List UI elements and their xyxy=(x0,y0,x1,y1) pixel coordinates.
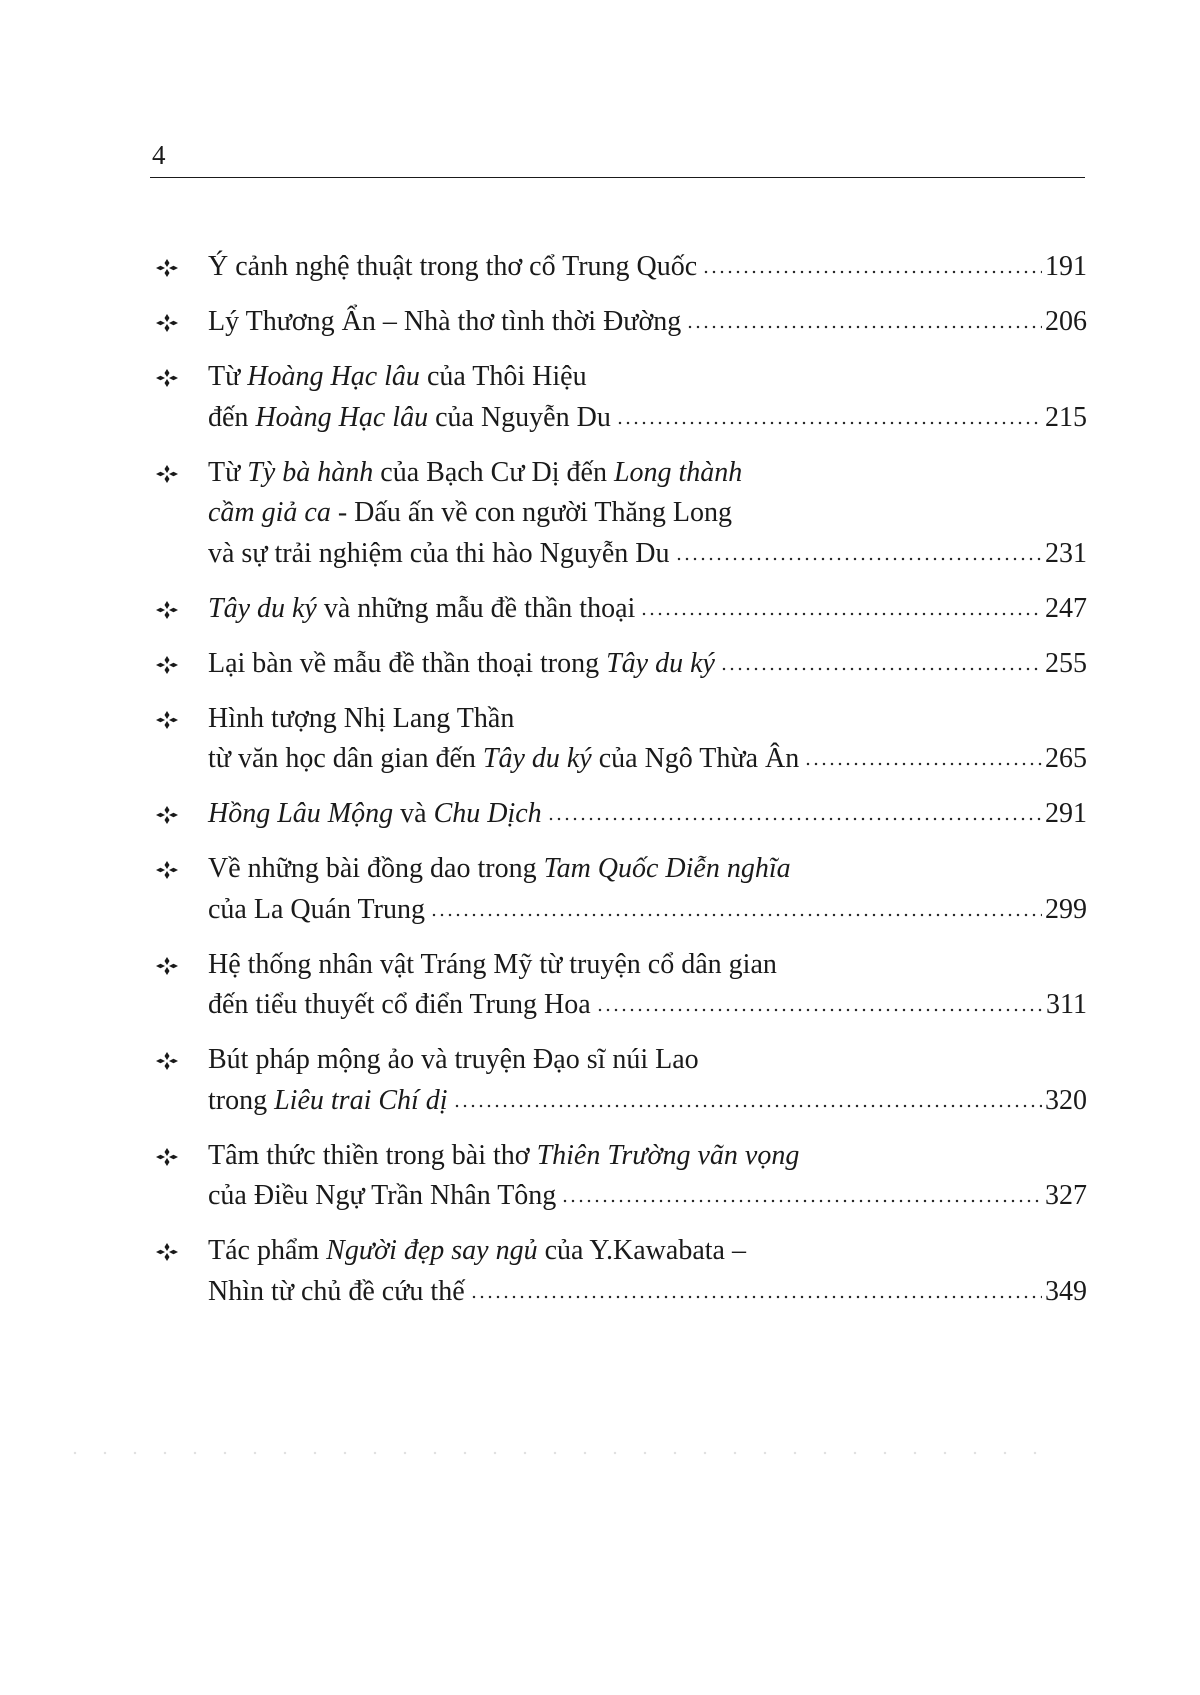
title-segment: của Điều Ngự Trần Nhân Tông xyxy=(208,1180,557,1211)
toc-entry-title xyxy=(208,1176,556,1217)
header-rule xyxy=(150,177,1085,178)
toc-entry-line xyxy=(208,398,1087,439)
dot-leader xyxy=(547,816,1042,822)
toc-entry-line xyxy=(208,739,1087,780)
toc-entry-title xyxy=(208,1040,699,1081)
toc-entry xyxy=(155,1136,1087,1217)
title-segment: Lý Thương Ẩn – Nhà thơ tình thời Đường xyxy=(208,306,682,337)
diamond-bullet-icon xyxy=(155,849,183,889)
italic-title-segment: Hoàng Hạc lâu xyxy=(247,361,420,392)
page-number: 4 xyxy=(152,140,166,170)
toc-entry-line xyxy=(208,453,1087,494)
toc-page-number: 206 xyxy=(1045,306,1087,337)
toc-page-number: 231 xyxy=(1045,537,1087,569)
title-segment: của Ngô Thừa Ân xyxy=(591,743,800,774)
diamond-bullet-icon xyxy=(155,1136,183,1176)
italic-title-segment: Liêu trai Chí dị xyxy=(274,1084,448,1116)
toc-entry xyxy=(155,849,1087,930)
toc-entry-line xyxy=(208,945,1087,986)
dot-leader xyxy=(430,912,1042,918)
toc-entry-title xyxy=(208,739,799,780)
italic-title-segment: cầm giả ca xyxy=(208,497,331,528)
italic-title-segment: Tây du ký xyxy=(606,647,715,679)
diamond-bullet-icon xyxy=(155,247,183,287)
italic-title-segment: Tỳ bà hành xyxy=(247,456,374,488)
title-segment: Tâm thức thiền trong bài thơ xyxy=(208,1139,537,1171)
italic-title-segment: Hồng Lâu Mộng xyxy=(208,798,394,829)
title-segment: Hệ thống nhân vật Tráng Mỹ từ truyện cổ dân gian xyxy=(208,948,777,980)
title-segment: của Y.Kawabata – xyxy=(537,1235,746,1266)
toc-entry-title xyxy=(208,247,697,288)
toc-entry-line xyxy=(208,1231,1087,1272)
toc-entry-title xyxy=(208,890,425,931)
toc-entry-title xyxy=(208,534,670,575)
dot-leader xyxy=(804,761,1042,767)
toc-entry xyxy=(155,945,1087,1026)
italic-title-segment: Hoàng Hạc lâu xyxy=(255,401,429,433)
dot-leader xyxy=(596,1007,1043,1013)
title-segment: của Bạch Cư Dị đến xyxy=(373,456,614,488)
toc-page-number: 255 xyxy=(1045,647,1087,679)
toc-entry xyxy=(155,794,1087,835)
toc-entry-title xyxy=(208,945,777,986)
toc-entry-line xyxy=(208,1176,1087,1217)
toc-entry-title xyxy=(208,302,681,343)
toc-entry-line xyxy=(208,534,1087,575)
toc-entry xyxy=(155,644,1087,685)
toc-entry-title xyxy=(208,699,514,740)
title-segment: Tác phẩm xyxy=(208,1235,327,1266)
toc-entry xyxy=(155,302,1087,343)
diamond-bullet-icon xyxy=(155,302,183,342)
toc-entry-line xyxy=(208,302,1087,343)
title-segment: và sự trải nghiệm của thi hào Nguyễn Du xyxy=(208,537,670,569)
title-segment: Từ xyxy=(208,361,248,392)
diamond-bullet-icon xyxy=(155,699,183,739)
toc-page-number: 265 xyxy=(1045,743,1087,774)
toc-entry-title xyxy=(208,493,732,534)
toc-entry xyxy=(155,589,1087,630)
diamond-bullet-icon xyxy=(155,1040,183,1080)
title-segment: Lại bàn về mẫu đề thần thoại trong xyxy=(208,647,607,679)
italic-title-segment: Tam Quốc Diễn nghĩa xyxy=(543,853,791,884)
toc-entry-title xyxy=(208,1136,799,1177)
toc-entry xyxy=(155,1040,1087,1121)
italic-title-segment: Tây du ký xyxy=(208,592,317,624)
title-segment: đến xyxy=(208,401,256,433)
table-of-contents xyxy=(155,247,1087,1327)
toc-page-number: 247 xyxy=(1045,592,1087,624)
dot-leader xyxy=(702,269,1042,275)
toc-entry-line xyxy=(208,849,1087,890)
toc-entry-title xyxy=(208,849,791,890)
toc-page-number: 327 xyxy=(1045,1180,1087,1211)
toc-entry-title xyxy=(208,398,611,439)
title-segment: của Thôi Hiệu xyxy=(419,361,587,392)
italic-title-segment: Thiên Trường vãn vọng xyxy=(536,1139,800,1171)
italic-title-segment: Chu Dịch xyxy=(433,798,542,829)
title-segment: của Nguyễn Du xyxy=(428,401,611,433)
toc-entry-line xyxy=(208,1136,1087,1177)
toc-page-number: 299 xyxy=(1045,893,1087,925)
dot-leader xyxy=(640,611,1042,617)
toc-entry-line xyxy=(208,985,1087,1026)
title-segment: của La Quán Trung xyxy=(208,893,425,925)
toc-entry xyxy=(155,1231,1087,1312)
dot-leader xyxy=(686,324,1042,330)
toc-entry-title xyxy=(208,357,587,398)
diamond-bullet-icon xyxy=(155,644,183,684)
toc-entry xyxy=(155,357,1087,438)
toc-entry-line xyxy=(208,644,1087,685)
diamond-bullet-icon xyxy=(155,945,183,985)
italic-title-segment: Tây du ký xyxy=(482,743,592,774)
title-segment: Ý cảnh nghệ thuật trong thơ cổ Trung Quốc xyxy=(208,251,698,282)
dot-leader xyxy=(453,1103,1042,1109)
dot-leader xyxy=(675,556,1042,562)
diamond-bullet-icon xyxy=(155,357,183,397)
title-segment: - Dấu ấn về con người Thăng Long xyxy=(330,497,733,528)
title-segment: đến tiểu thuyết cổ điển Trung Hoa xyxy=(208,989,591,1020)
toc-entry-line xyxy=(208,1040,1087,1081)
toc-entry-title xyxy=(208,1272,465,1313)
diamond-bullet-icon xyxy=(155,794,183,834)
toc-entry-title xyxy=(208,1081,448,1122)
title-segment: Nhìn từ chủ đề cứu thế xyxy=(208,1275,465,1307)
title-segment: và những mẫu đề thần thoại xyxy=(316,592,636,624)
dot-leader xyxy=(561,1198,1042,1204)
toc-entry-title xyxy=(208,794,542,835)
italic-title-segment: Người đẹp say ngủ xyxy=(326,1235,538,1266)
title-segment: Từ xyxy=(208,456,248,488)
toc-entry xyxy=(155,699,1087,780)
toc-entry-line xyxy=(208,1081,1087,1122)
diamond-bullet-icon xyxy=(155,589,183,629)
dot-leader xyxy=(616,420,1042,426)
toc-entry-line xyxy=(208,357,1087,398)
toc-entry-title xyxy=(208,589,635,630)
dot-leader xyxy=(470,1294,1042,1300)
toc-page-number: 349 xyxy=(1045,1275,1087,1307)
toc-page-number: 191 xyxy=(1045,251,1087,282)
toc-entry-title xyxy=(208,453,742,494)
diamond-bullet-icon xyxy=(155,453,183,493)
title-segment: Về những bài đồng dao trong xyxy=(208,853,544,884)
toc-entry xyxy=(155,453,1087,575)
toc-entry-line xyxy=(208,247,1087,288)
diamond-bullet-icon xyxy=(155,1231,183,1271)
toc-entry-line xyxy=(208,589,1087,630)
toc-entry-line xyxy=(208,890,1087,931)
toc-page-number: 215 xyxy=(1045,401,1087,433)
title-segment: trong xyxy=(208,1084,275,1116)
italic-title-segment: Long thành xyxy=(613,456,743,488)
dot-leader xyxy=(720,666,1042,672)
title-segment: Bút pháp mộng ảo và truyện Đạo sĩ núi Lao xyxy=(208,1044,699,1075)
toc-entry-line xyxy=(208,699,1087,740)
toc-entry-line xyxy=(208,493,1087,534)
toc-page-number: 311 xyxy=(1046,989,1087,1020)
toc-entry-title xyxy=(208,1231,746,1272)
toc-entry-line xyxy=(208,794,1087,835)
toc-entry-title xyxy=(208,985,591,1026)
title-segment: Hình tượng Nhị Lang Thần xyxy=(208,702,515,734)
toc-page-number: 291 xyxy=(1045,798,1087,829)
toc-entry xyxy=(155,247,1087,288)
toc-entry-line xyxy=(208,1272,1087,1313)
toc-page-number: 320 xyxy=(1045,1084,1087,1116)
title-segment: từ văn học dân gian đến xyxy=(208,743,483,774)
scan-artifact-dots xyxy=(60,1450,1060,1456)
toc-entry-title xyxy=(208,644,715,685)
title-segment: và xyxy=(393,798,434,829)
